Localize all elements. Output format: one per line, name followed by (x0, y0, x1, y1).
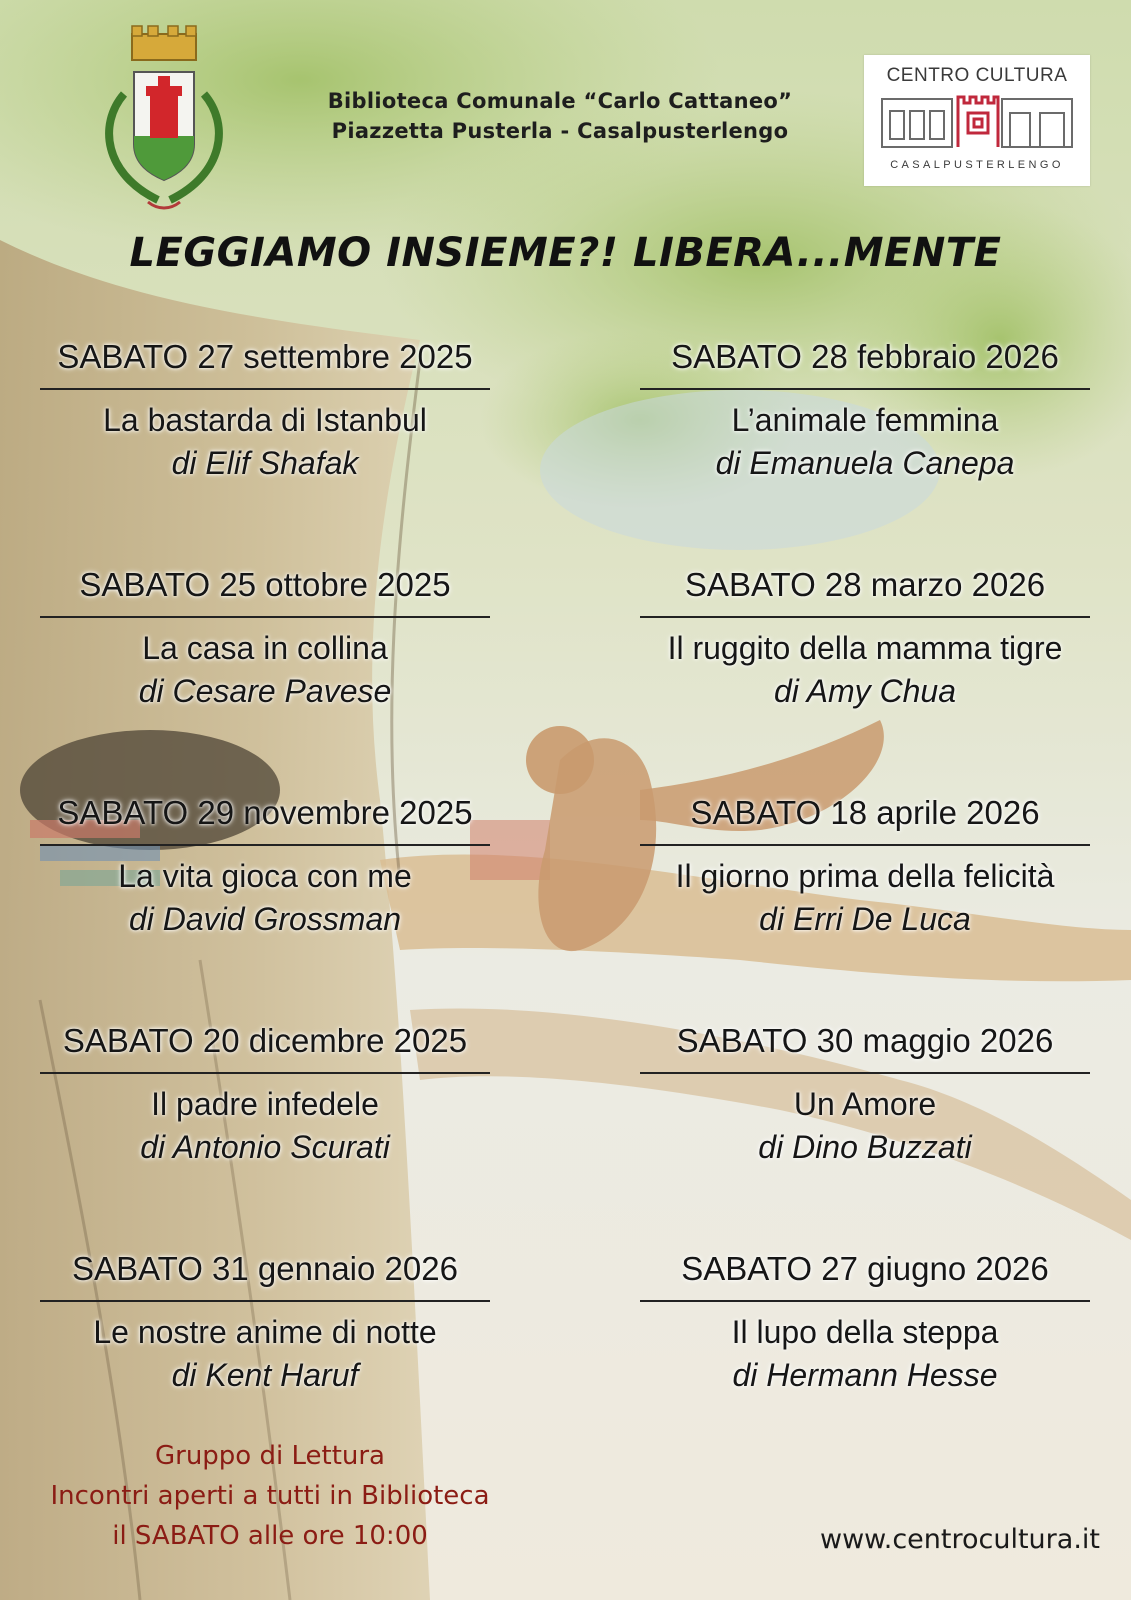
event-author: di Hermann Hesse (732, 1357, 998, 1393)
event-book-title: La casa in collina (142, 630, 388, 666)
event-date: SABATO 18 aprile 2026 (690, 794, 1040, 831)
event-item (630, 566, 1100, 766)
event-item (630, 338, 1100, 538)
event-author: di Antonio Scurati (140, 1129, 390, 1165)
event-book-title: Le nostre anime di notte (93, 1314, 437, 1350)
event-divider (640, 1300, 1090, 1302)
info-schedule: il SABATO alle ore 10:00 (112, 1521, 428, 1551)
town-crest (88, 24, 240, 214)
event-divider (640, 1072, 1090, 1074)
event-author: di David Grossman (128, 901, 402, 937)
event-item (30, 1250, 500, 1450)
event-date: SABATO 28 marzo 2026 (684, 566, 1046, 603)
centro-cultura-logo (864, 55, 1090, 186)
event-author: di Amy Chua (774, 673, 956, 709)
event-item (30, 566, 500, 766)
event-divider (40, 388, 490, 390)
logo-top-text: CENTRO CULTURA (886, 65, 1068, 86)
event-author: di Erri De Luca (759, 901, 971, 937)
event-item (30, 1022, 500, 1222)
info-open-meetings: Incontri aperti a tutti in Biblioteca (50, 1481, 490, 1511)
logo-building-icon (880, 93, 1074, 153)
event-date: SABATO 30 maggio 2026 (676, 1022, 1054, 1059)
event-author: di Emanuela Canepa (715, 445, 1015, 481)
event-item (30, 794, 500, 994)
event-book-title: Il ruggito della mamma tigre (667, 630, 1063, 666)
event-date: SABATO 27 settembre 2025 (57, 338, 473, 375)
event-book-title: Il lupo della steppa (731, 1314, 999, 1350)
event-date: SABATO 31 gennaio 2026 (72, 1250, 458, 1287)
event-divider (640, 616, 1090, 618)
library-address: Piazzetta Pusterla - Casalpusterlengo (331, 119, 789, 143)
event-divider (40, 844, 490, 846)
event-item (630, 794, 1100, 994)
event-date: SABATO 27 giugno 2026 (681, 1250, 1049, 1287)
event-divider (640, 844, 1090, 846)
info-group-name: Gruppo di Lettura (154, 1441, 385, 1471)
logo-bottom-text: CASALPUSTERLENGO (890, 159, 1064, 171)
event-book-title: La bastarda di Istanbul (103, 402, 427, 438)
event-book-title: Il giorno prima della felicità (675, 858, 1055, 894)
library-name: Biblioteca Comunale “Carlo Cattaneo” (327, 89, 793, 113)
event-divider (40, 1072, 490, 1074)
event-author: di Dino Buzzati (758, 1129, 972, 1165)
event-date: SABATO 28 febbraio 2026 (671, 338, 1059, 375)
event-date: SABATO 20 dicembre 2025 (62, 1022, 468, 1059)
event-date: SABATO 25 ottobre 2025 (79, 566, 451, 603)
website-link[interactable]: www.centrocultura.it (819, 1524, 1100, 1555)
library-header (260, 86, 860, 146)
event-author: di Elif Shafak (171, 445, 359, 481)
event-book-title: La vita gioca con me (118, 858, 412, 894)
page-title: LEGGIAMO INSIEME?! LIBERA...MENTE (129, 230, 1002, 276)
reading-group-info (20, 1436, 520, 1556)
event-divider (640, 388, 1090, 390)
event-date: SABATO 29 novembre 2025 (57, 794, 473, 831)
event-item (630, 1022, 1100, 1222)
event-book-title: L’animale femmina (731, 402, 999, 438)
event-author: di Kent Haruf (171, 1357, 359, 1393)
event-divider (40, 1300, 490, 1302)
event-book-title: Un Amore (793, 1086, 937, 1122)
event-author: di Cesare Pavese (138, 673, 392, 709)
event-divider (40, 616, 490, 618)
event-item (630, 1250, 1100, 1450)
event-item (30, 338, 500, 538)
event-book-title: Il padre infedele (151, 1086, 379, 1122)
